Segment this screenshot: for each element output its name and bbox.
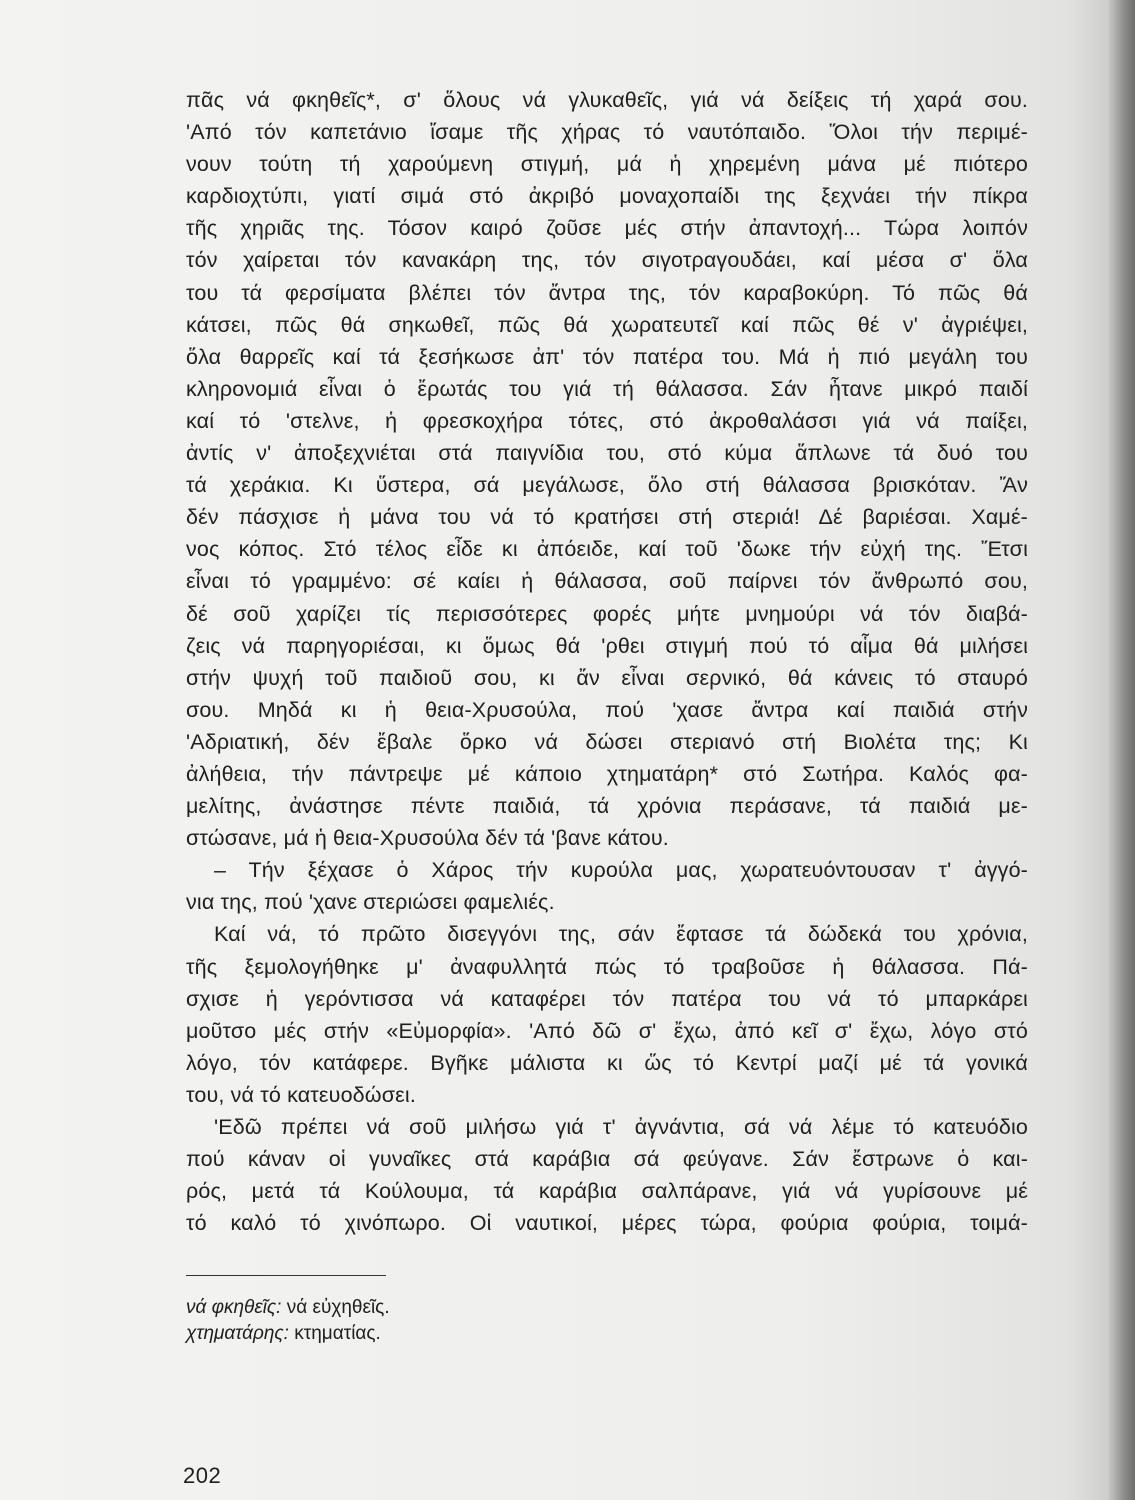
footnote-divider bbox=[186, 1275, 386, 1276]
text-line: κάτσει, πῶς θά σηκωθεῖ, πῶς θά χωρατευτεῖ καί πῶς θέ ν' ἀγριέψει, bbox=[186, 312, 1028, 337]
text-line: του, νά τό κατευοδώσει. bbox=[186, 1082, 416, 1107]
text-line: ἀλήθεια, τήν πάντρεψε μέ κάποιο χτηματάρη* στό Σωτήρα. Καλός φα- bbox=[186, 761, 1028, 786]
body-text bbox=[186, 84, 1028, 1239]
text-line: τόν χαίρεται τόν κανακάρη της, τόν σιγοτραγουδάει, καί μέσα σ' ὅλα bbox=[186, 248, 1028, 273]
page-number: 202 bbox=[183, 1463, 222, 1488]
text-line: νος κόπος. Στό τέλος εἶδε κι ἀπόειδε, καί τοῦ 'δωκε τήν εὐχή της. Ἔτσι bbox=[186, 537, 1028, 562]
text-line: νουν τούτη τή χαρούμενη στιγμή, μά ἡ χηρεμένη μάνα μέ πιότερο bbox=[186, 152, 1028, 177]
book-spine-shadow bbox=[1109, 0, 1135, 1500]
text-line: ρός, μετά τά Κούλουμα, τά καράβια σαλπάρανε, γιά νά γυρίσουνε μέ bbox=[186, 1179, 1028, 1204]
paragraph-start-line: Καί νά, τό πρῶτο δισεγγόνι της, σάν ἔφτασε τά δώδεκά του χρόνια, bbox=[214, 922, 1028, 947]
text-line: πᾶς νά φκηθεῖς*, σ' ὅλους νά γλυκαθεῖς, γιά νά δείξεις τή χαρά σου. bbox=[186, 88, 1028, 112]
text-line: 'Από τόν καπετάνιο ἴσαμε τῆς χήρας τό ναυτόπαιδο. Ὅλοι τήν περιμέ- bbox=[186, 120, 1028, 145]
text-line: σου. Μηδά κι ἡ θεια-Χρυσούλα, πού 'χασε ἄντρα καί παιδιά στήν bbox=[186, 697, 1028, 722]
text-line: σχισε ἡ γερόντισσα νά καταφέρει τόν πατέρα του νά τό μπαρκάρει bbox=[186, 986, 1028, 1011]
text-line: λόγο, τόν κατάφερε. Βγῆκε μάλιστα κι ὥς τό Κεντρί μαζί μέ τά γονικά bbox=[186, 1050, 1028, 1075]
text-line: στήν ψυχή τοῦ παιδιοῦ σου, κι ἄν εἶναι σερνικό, θά κάνεις τό σταυρό bbox=[186, 665, 1028, 690]
footnote bbox=[186, 1295, 390, 1321]
footnote-term: νά φκηθεῖς: bbox=[186, 1297, 282, 1318]
text-line: καρδιοχτύπι, γιατί σιμά στό ἀκριβό μοναχοπαίδι της ξεχνάει τήν πίκρα bbox=[186, 184, 1028, 209]
text-line: στώσανε, μά ἡ θεια-Χρυσούλα δέν τά 'βανε κάτου. bbox=[186, 826, 669, 851]
text-line: μοῦτσο μές στήν «Εὐμορφία». 'Από δῶ σ' ἔχω, ἀπό κεῖ σ' ἔχω, λόγο στό bbox=[186, 1018, 1028, 1043]
text-line: ζεις νά παρηγοριέσαι, κι ὅμως θά 'ρθει στιγμή πού τό αἷμα θά μιλήσει bbox=[186, 633, 1028, 658]
footnote bbox=[186, 1321, 390, 1347]
text-line: εἶναι τό γραμμένο: σέ καίει ἡ θάλασσα, σοῦ παίρνει τόν ἄνθρωπό σου, bbox=[186, 569, 1028, 594]
text-line: ἀντίς ν' ἀποξεχνιέται στά παιγνίδια του, στό κύμα ἅπλωνε τά δυό του bbox=[186, 441, 1028, 466]
text-line: ὅλα θαρρεῖς καί τά ξεσήκωσε ἀπ' τόν πατέρα του. Μά ἡ πιό μεγάλη του bbox=[186, 344, 1028, 369]
footnotes bbox=[186, 1295, 390, 1347]
text-line: καί τό 'στελνε, ἡ φρεσκοχήρα τότες, στό ἀκροθαλάσσι γιά νά παίξει, bbox=[186, 408, 1028, 433]
text-line: τῆς ξεμολογήθηκε μ' ἀναφυλλητά πώς τό τραβοῦσε ἡ θάλασσα. Πά- bbox=[186, 954, 1028, 979]
text-line: τῆς χηριᾶς της. Τόσον καιρό ζοῦσε μές στήν ἀπαντοχή... Τώρα λοιπόν bbox=[186, 216, 1028, 241]
text-line: 'Αδριατική, δέν ἔβαλε ὅρκο νά δώσει στεριανό στή Βιολέτα της; Κι bbox=[186, 729, 1028, 754]
paragraph-start-line: 'Εδῶ πρέπει νά σοῦ μιλήσω γιά τ' ἀγνάντια, σά νά λέμε τό κατευόδιο bbox=[214, 1115, 1028, 1139]
footnote-term: χτηματάρης: bbox=[186, 1323, 289, 1344]
text-line: τά χεράκια. Κι ὕστερα, σά μεγάλωσε, ὅλο στή θάλασσα βρισκόταν. Ἄν bbox=[186, 473, 1028, 498]
footnote-definition: κτηματίας. bbox=[294, 1323, 381, 1344]
text-line: του τά φερσίματα βλέπει τόν ἄντρα της, τόν καραβοκύρη. Τό πῶς θά bbox=[186, 280, 1028, 305]
footnote-definition: νά εὐχηθεῖς. bbox=[286, 1297, 390, 1318]
text-line: νια της, πού 'χανε στεριώσει φαμελιές. bbox=[186, 890, 555, 915]
dialogue-line: – Τήν ξέχασε ὁ Χάρος τήν κυρούλα μας, χωρατευόντουσαν τ' ἀγγό- bbox=[214, 858, 1028, 883]
text-line: δέν πάσχισε ἡ μάνα του νά τό κρατήσει στή στεριά! Δέ βαριέσαι. Χαμέ- bbox=[186, 505, 1028, 530]
text-line: κληρονομιά εἶναι ὁ ἔρωτάς του γιά τή θάλασσα. Σάν ἦτανε μικρό παιδί bbox=[186, 376, 1028, 401]
text-line: τό καλό τό χινόπωρο. Οἱ ναυτικοί, μέρες τώρα, φούρια φούρια, τοιμά- bbox=[186, 1211, 1028, 1236]
text-line: πού κάναν οἱ γυναῖκες στά καράβια σά φεύγανε. Σάν ἔστρωνε ὁ και- bbox=[186, 1147, 1028, 1172]
text-line: δέ σοῦ χαρίζει τίς περισσότερες φορές μήτε μνημούρι νά τόν διαβά- bbox=[186, 601, 1028, 626]
text-line: μελίτης, ἀνάστησε πέντε παιδιά, τά χρόνια περάσανε, τά παιδιά με- bbox=[186, 794, 1028, 819]
